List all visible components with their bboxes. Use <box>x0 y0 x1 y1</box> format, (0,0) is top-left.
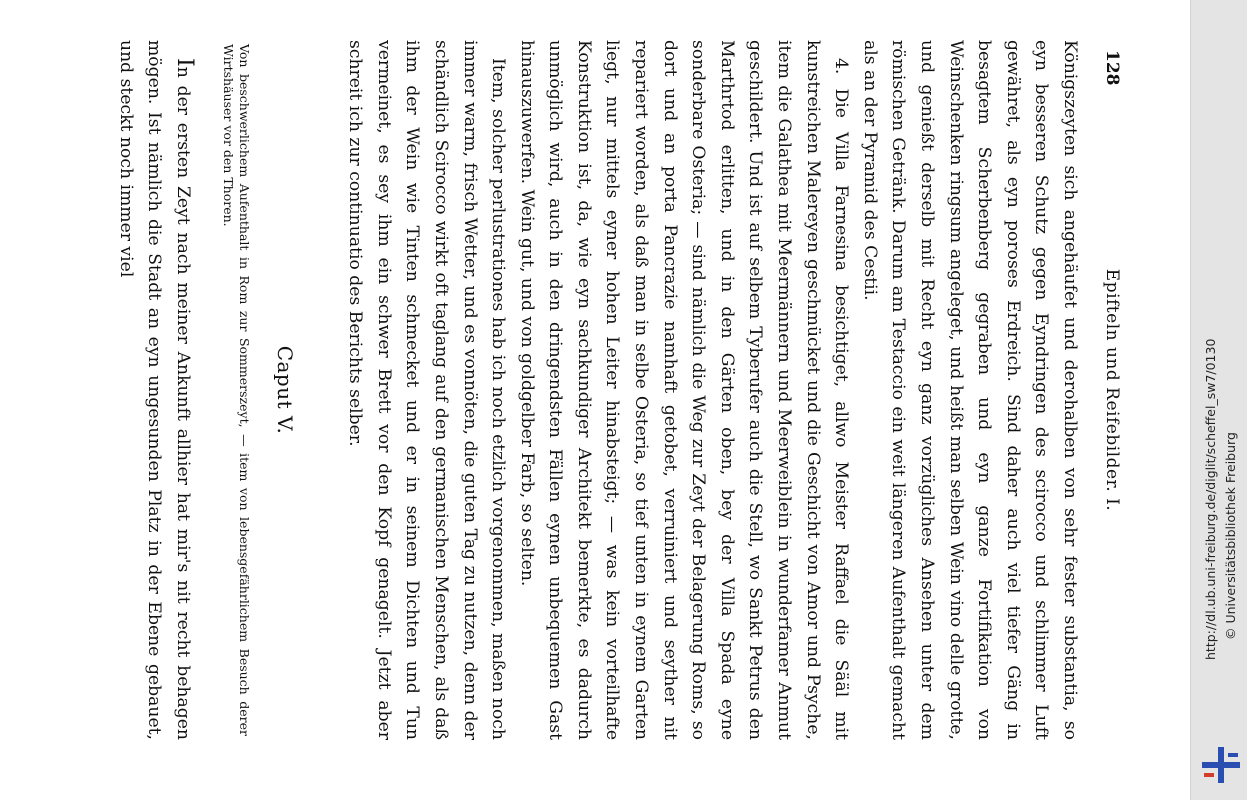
chapter-title: Caput V. <box>272 345 297 435</box>
paragraph: Königszeyten sich angehäufet und derohalben von sehr fester substantia, so eyn besseren Schutz gegen Eyndringen des scirocco und schlimmer Luft gewähret, als eyn poroses Erdreich. Sind daher auch viel tiefer Gäng in besagtem Scherbenberg gegraben und eyn ganze Fortifikation von Weinschenken ringsum angeleget, und heißt man selben Wein vino delle grotte, und genießt derselb mit Recht eyn ganz vorzügliches Ansehen unter dem römischen Getränk. Darum am Testaccio ein weit längeren Aufenthalt gemacht als an der Pyramid des Cestii. <box>859 40 1080 740</box>
page-number: 128 <box>1102 50 1122 86</box>
page-header <box>1088 40 1128 740</box>
rotated-page-content <box>28 40 1128 740</box>
paragraph: 4. Die Villa Farnesina besichtiget, allwo Meister Raffael die Sääl mit kunstreichen Malereyen geschmücket und die Geschicht von Amor und Psyche, item die Galathea mit Meermännern und Meerweiblein in wunderfamer Anmut geschildert. Und ist auf selbem Tyberufer auch die Stell, wo Sankt Petrus den Marthrtod erlitten, und in den Gärten oben, bey der Villa Spada eyne sonderbare Osteria; — sind nämlich die Weg zur Zeyt der Belagerung Roms, so dort und an porta Pancrazie namhaft getobet, verruiniert und seyther nit repariert worden, als daß man in selbe Osteria, so tief unten in eynem Garten liegt, nur mittels eyner hohen Leiter hinabsteigt; — was kein vorteilhafte Konstruktion ist, da, wie eyn sachkundiger Architekt bemerkte, es dadurch unmöglich wird, auch in den dringendsten Fällen eynen unbequemen Gast hinauszuwerfen. Wein gut, und von goldgelber Farb, so selten. <box>516 40 852 740</box>
chapter-first-paragraph: In der ersten Zeyt nach meiner Ankunft allhier hat mir's nit recht behagen mögen. Ist nämlich die Stadt an eyn ungesunden Platz in der Ebene gebauet, und steckt noch immer viel <box>115 40 197 740</box>
ub-freiburg-logo-icon <box>1199 745 1243 785</box>
library-sidebar <box>1190 0 1247 800</box>
running-title: Epifteln und Reifebilder. I. <box>1102 268 1122 512</box>
paragraph: Item, solcher perlustrationes hab ich noch etzlich vorgenommen, maßen noch immer warm, frisch Wetter, und es vonnöten, die guten Tag zu nutzen, denn der schändlich Scirocco wirkt oft taglang auf den germanischen Menschen, als daß ihm der Wein wie Tinten schmecket und er in seinem Dichten und Tun vermeinet, es sey ihm ein schwer Brett vor den Kopf genagelt. Jetzt aber schreit ich zur continuatio des Berichts selber. <box>345 40 509 740</box>
page-body <box>111 40 1084 740</box>
copyright-notice: © Universitätsbibliothek Freiburg <box>1223 432 1238 640</box>
chapter-summary: Von beschwerlichem Aufenthalt in Rom zur Sommerszeyt, — item von lebensgefährlichem Besuch derer Wirtshäuser vor den Thoren. <box>220 44 252 736</box>
permalink-url[interactable]: http://dl.ub.uni-freiburg.de/diglit/scheffel_sw7/0130 <box>1203 338 1218 660</box>
